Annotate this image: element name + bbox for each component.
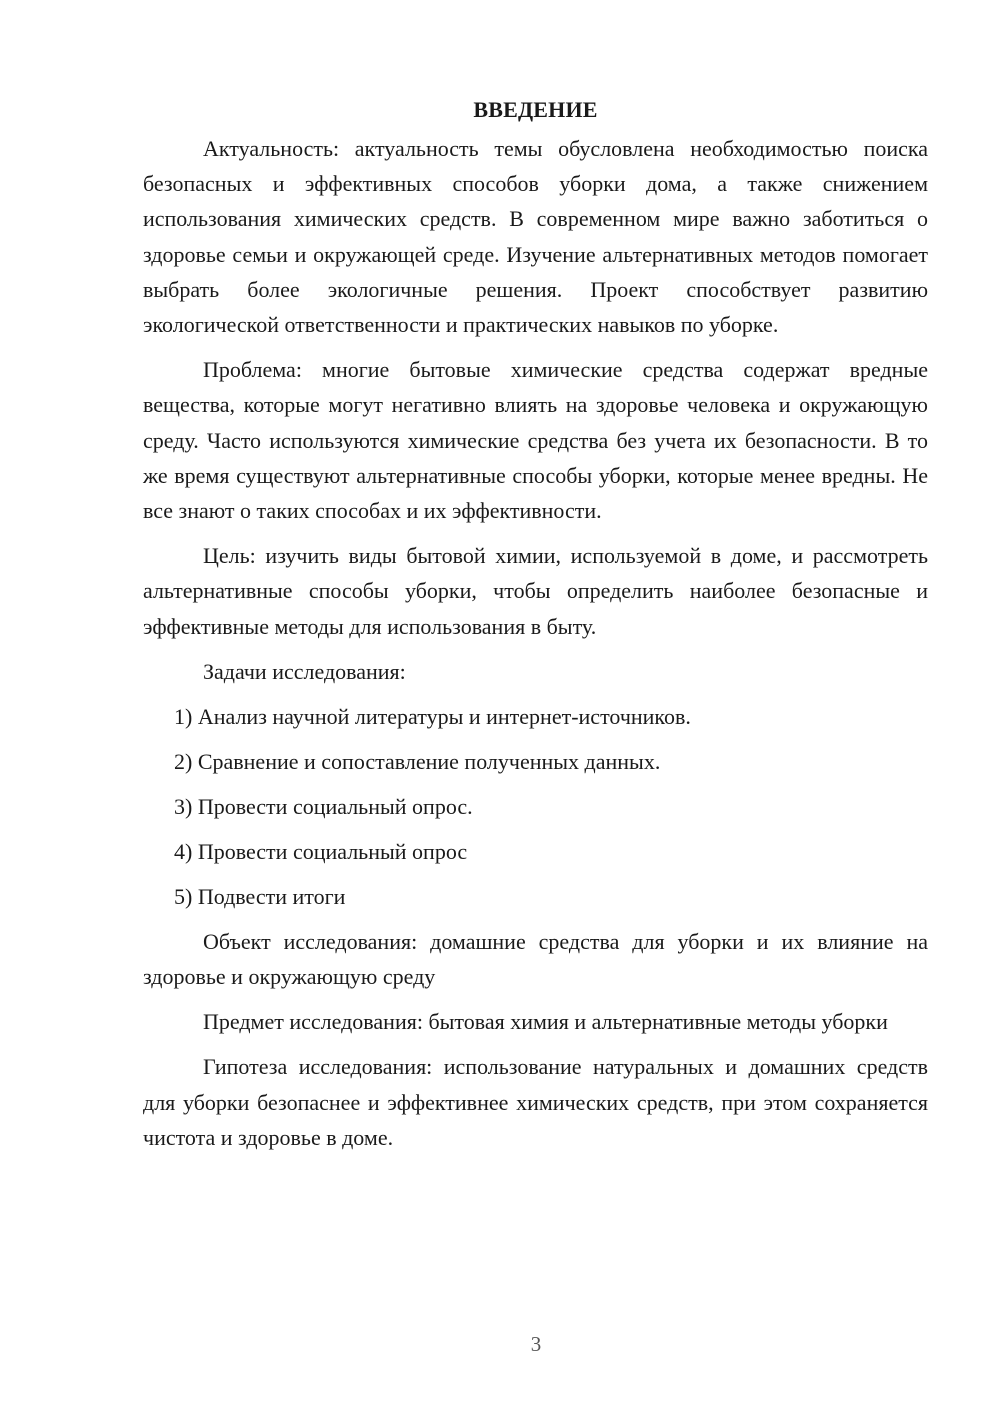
task-item: 5) Подвести итоги bbox=[174, 883, 346, 909]
problem-paragraph: Проблема: многие бытовые химические средства содержат вредные вещества, которые могут негативно влиять на здоровье человека и окружающую среду. Часто используются химические средства без учета их безопасности. В то же время существуют альтернативные способы уборки, которые менее вредны. Не все знают о таких способах и их эффективности. bbox=[143, 357, 928, 524]
relevance-paragraph: Актуальность: актуальность темы обусловлена необходимостью поиска безопасных и эффективных способов уборки дома, а также снижением использования химических средств. В современном мире важно заботиться о здоровье семьи и окружающей среде. Изучение альтернативных методов помогает выбрать более экологичные решения. Проект способствует развитию экологической ответственности и практических навыков по уборке. bbox=[143, 136, 928, 338]
subject-paragraph: Предмет исследования: бытовая химия и альтернативные методы уборки bbox=[203, 1009, 888, 1035]
task-item: 2) Сравнение и сопоставление полученных данных. bbox=[174, 748, 661, 774]
task-item: 3) Провести социальный опрос. bbox=[174, 793, 473, 819]
document-page bbox=[143, 92, 928, 1165]
task-item: 1) Анализ научной литературы и интернет-источников. bbox=[174, 703, 691, 729]
hypothesis-paragraph: Гипотеза исследования: использование натуральных и домашних средств для уборки безопаснее и эффективнее химических средств, при этом сохраняется чистота и здоровье в доме. bbox=[143, 1054, 928, 1150]
page-number: 3 bbox=[530, 1332, 542, 1356]
tasks-title: Задачи исследования: bbox=[203, 658, 406, 684]
goal-paragraph: Цель: изучить виды бытовой химии, используемой в доме, и рассмотреть альтернативные способы уборки, чтобы определить наиболее безопасные и эффективные методы для использования в быту. bbox=[143, 543, 928, 639]
object-paragraph: Объект исследования: домашние средства для уборки и их влияние на здоровье и окружающую среду bbox=[143, 928, 928, 990]
section-heading: ВВЕДЕНИЕ bbox=[473, 97, 598, 122]
task-item: 4) Провести социальный опрос bbox=[174, 838, 468, 864]
